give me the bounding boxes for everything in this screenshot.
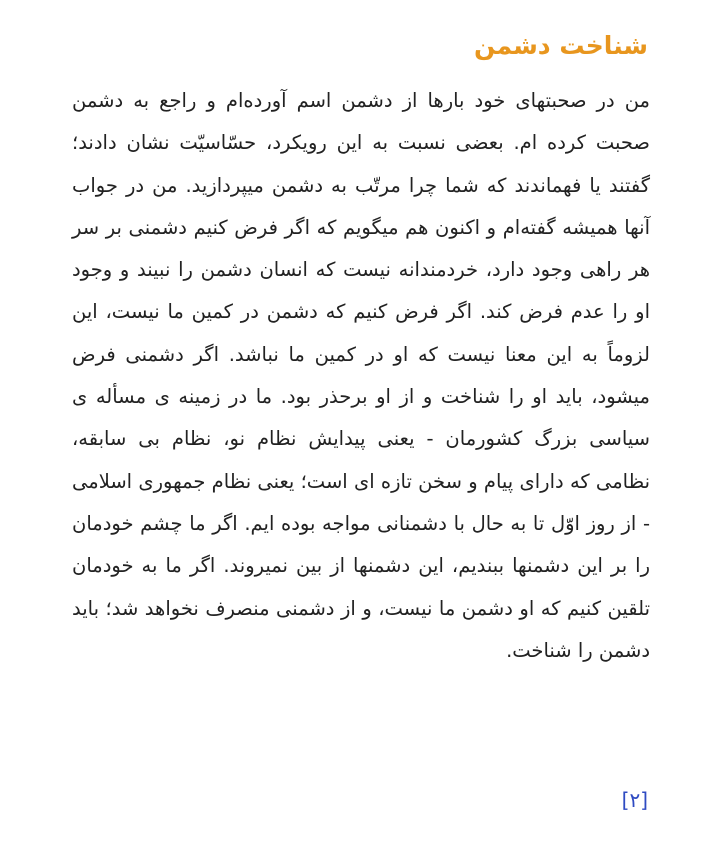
- article-paragraph: من در صحبتهای خود بارها از دشمن اسم آورده‌ام و راجع به دشمن صحبت کرده ام. بعضی نسبت به این رویکرد، حسّاسیّت نشان دادند؛ گفتند یا فهماندند که شما چرا مرتّب به دشمن میپردازید. من در جواب آنها همیشه گفته‌ام و اکنون هم میگویم که اگر فرض کنیم دشمنی بر سر هر راهی وجود دارد، خردمندانه نیست که انسان دشمن را نبیند و وجود او را عدم فرض کند. اگر فرض کنیم که دشمن در کمین ما نیست، این لزوماً به این معنا نیست که او در کمین ما نباشد. اگر دشمنی فرض میشود، باید او را شناخت و از او برحذر بود. ما در زمینه ی مسأله ی سیاسی بزرگ کشورمان - یعنی پیدایش نظام نو، نظام بی سابقه، نظامی که دارای پیام و سخن تازه ای است؛ یعنی نظام جمهوری اسلامی - از روز اوّل تا به حال با دشمنانی مواجه بوده ایم. اگر ما چشم خودمان را بر این دشمنها ببندیم، این دشمنها از بین نمیروند. اگر ما به خودمان تلقین کنیم که او دشمن ما نیست، و از دشمنی منصرف نخواهد شد؛ باید دشمن را شناخت.: [72, 89, 650, 662]
- article-title: شناخت دشمن: [473, 31, 648, 60]
- footnote-reference-link[interactable]: [۲]: [621, 788, 648, 812]
- next-paragraph-edge: [598, 834, 640, 846]
